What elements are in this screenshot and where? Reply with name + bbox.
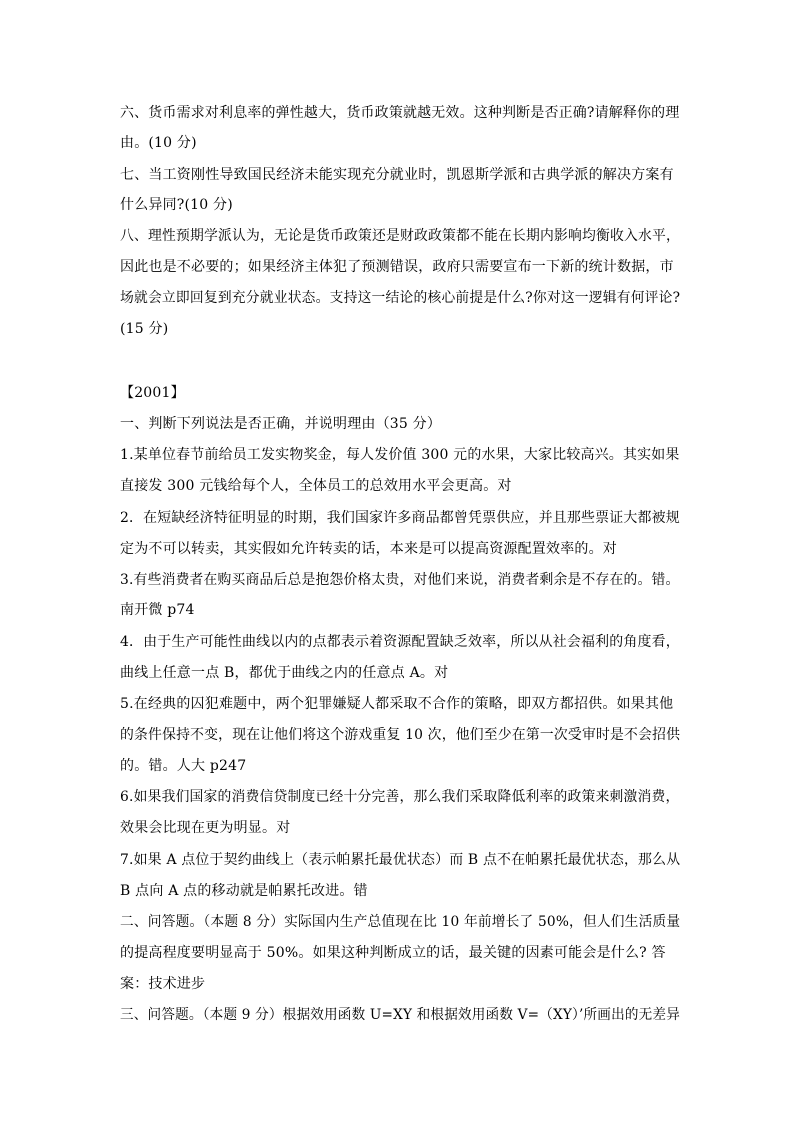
text-line: 二、问答题。（本题 8 分）实际国内生产总值现在比 10 年前增长了 50%，但人们生活质量: [120, 914, 681, 930]
text-line: 效果会比现在更为明显。对: [120, 820, 291, 836]
text-line: 4．由于生产可能性曲线以内的点都表示着资源配置缺乏效率，所以从社会福利的角度看，: [120, 634, 680, 650]
text-line: 6.如果我们国家的消费信贷制度已经十分完善，那么我们采取降低利率的政策来刺激消费，: [120, 789, 680, 805]
text-line: 直接发 300 元钱给每个人，全体员工的总效用水平会更高。对: [120, 478, 512, 494]
text-line: 一、判断下列说法是否正确，并说明理由（35 分）: [120, 416, 442, 432]
text-line: 3.有些消费者在购买商品后总是抱怨价格太贵，对他们来说，消费者剩余是不存在的。错。: [120, 572, 680, 588]
text-line: 5.在经典的囚犯难题中，两个犯罪嫌疑人都采取不合作的策略，即双方都招供。如果其他: [120, 696, 674, 712]
text-line: 案：技术进步: [120, 976, 206, 992]
text-line: 的条件保持不变，现在让他们将这个游戏重复 10 次，他们至少在第一次受审时是不会招供: [120, 727, 681, 743]
text-line: 三、问答题。（本题 9 分）根据效用函数 U=XY 和根据效用函数 V=（XY）’所画出的无差异: [120, 1007, 680, 1023]
text-line: 七、当工资刚性导致国民经济未能实现充分就业时，凯恩斯学派和古典学派的解决方案有: [120, 167, 674, 183]
text-line: (15 分): [120, 321, 169, 337]
text-line: 的提高程度要明显高于 50%。如果这种判断成立的话，最关键的因素可能会是什么? 答: [120, 945, 666, 961]
text-line: 八、理性预期学派认为，无论是货币政策还是财政政策都不能在长期内影响均衡收入水平，: [120, 228, 680, 244]
text-line: 因此也是不必要的；如果经济主体犯了预测错误，政府只需要宣布一下新的统计数据，市: [120, 259, 674, 275]
text-line: 7.如果 A 点位于契约曲线上（表示帕累托最优状态）而 B 点不在帕累托最优状态，那么从: [120, 852, 681, 868]
text-line: 由。(10 分): [120, 135, 197, 151]
text-line: 定为不可以转卖，其实假如允许转卖的话，本来是可以提高资源配置效率的。对: [120, 541, 617, 557]
text-line: 什么异同?(10 分): [120, 197, 233, 213]
section-heading: 【2001】: [120, 385, 185, 401]
text-line: 1.某单位春节前给员工发实物奖金，每人发价值 300 元的水果，大家比较高兴。其实如果: [120, 447, 680, 463]
text-line: 六、货币需求对利息率的弹性越大，货币政策就越无效。这种判断是否正确?请解释你的理: [120, 105, 680, 121]
text-line: 曲线上任意一点 B，都优于曲线之内的任意点 A。对: [120, 665, 449, 681]
text-line: B 点向 A 点的移动就是帕累托改进。错: [120, 883, 368, 899]
text-line: 的。错。人大 p247: [120, 758, 247, 774]
text-line: 2．在短缺经济特征明显的时期，我们国家许多商品都曾凭票供应，并且那些票证大都被规: [120, 510, 680, 526]
text-line: 南开微 p74: [120, 602, 195, 618]
text-line: 场就会立即回复到充分就业状态。支持这一结论的核心前提是什么?你对这一逻辑有何评论?: [120, 290, 681, 306]
